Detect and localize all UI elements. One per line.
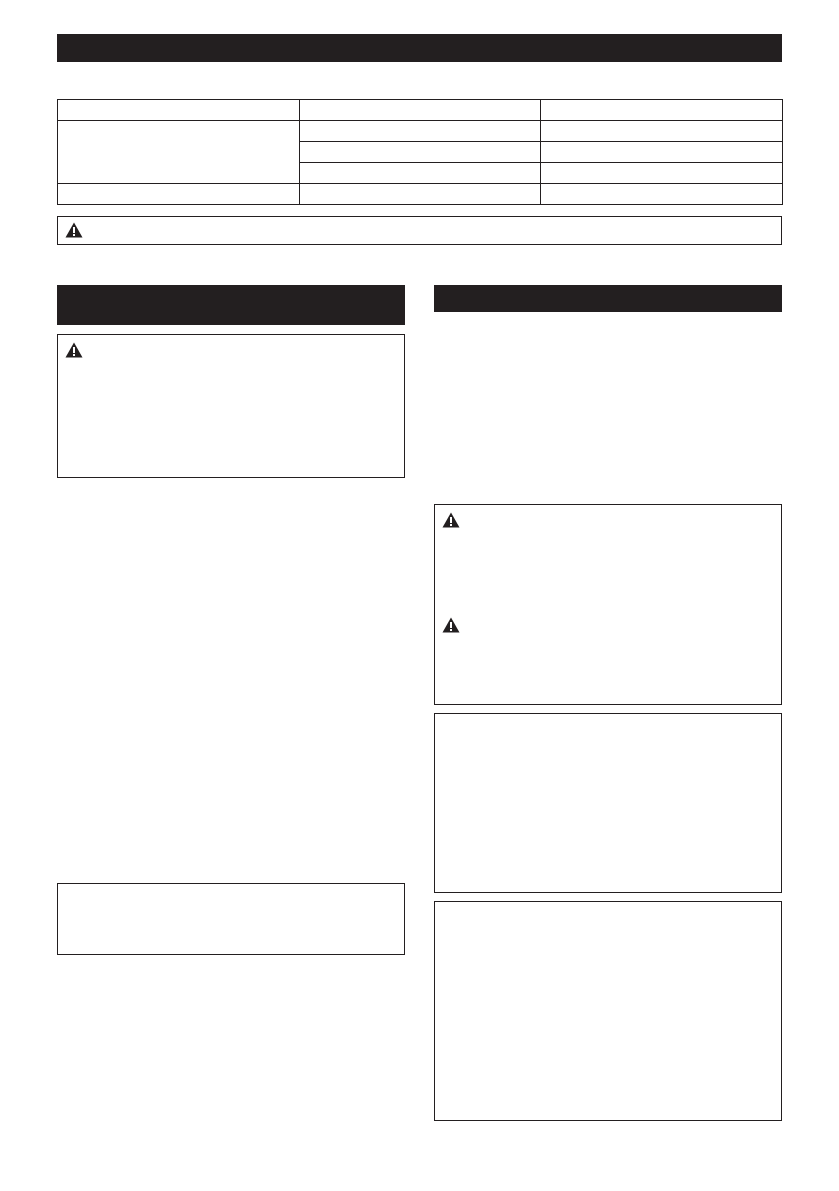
table-cell bbox=[541, 100, 783, 121]
table-cell bbox=[300, 142, 541, 163]
right-section-heading-bar bbox=[434, 285, 782, 312]
table-row bbox=[58, 184, 783, 205]
warning-box-wide bbox=[57, 216, 782, 245]
table-row bbox=[58, 121, 783, 142]
header-bar bbox=[57, 34, 782, 62]
left-warning-box bbox=[57, 334, 405, 478]
right-note-box bbox=[434, 713, 782, 893]
warning-triangle-icon bbox=[442, 617, 460, 633]
spec-table bbox=[57, 99, 783, 205]
table-cell bbox=[300, 163, 541, 184]
table-cell bbox=[300, 100, 541, 121]
table-cell bbox=[541, 121, 783, 142]
left-note-box bbox=[57, 883, 405, 955]
right-warning-box bbox=[434, 504, 782, 705]
table-cell bbox=[58, 100, 300, 121]
table-cell bbox=[58, 184, 300, 205]
warning-triangle-icon bbox=[442, 512, 460, 528]
right-note-box-lower bbox=[434, 901, 782, 1121]
left-section-heading-bar bbox=[57, 285, 405, 325]
table-cell bbox=[541, 163, 783, 184]
table-cell bbox=[300, 121, 541, 142]
table-cell bbox=[541, 142, 783, 163]
table-cell bbox=[541, 184, 783, 205]
table-row bbox=[58, 100, 783, 121]
warning-triangle-icon bbox=[65, 222, 83, 238]
warning-triangle-icon bbox=[65, 342, 83, 358]
table-cell bbox=[58, 121, 300, 184]
table-cell bbox=[300, 184, 541, 205]
